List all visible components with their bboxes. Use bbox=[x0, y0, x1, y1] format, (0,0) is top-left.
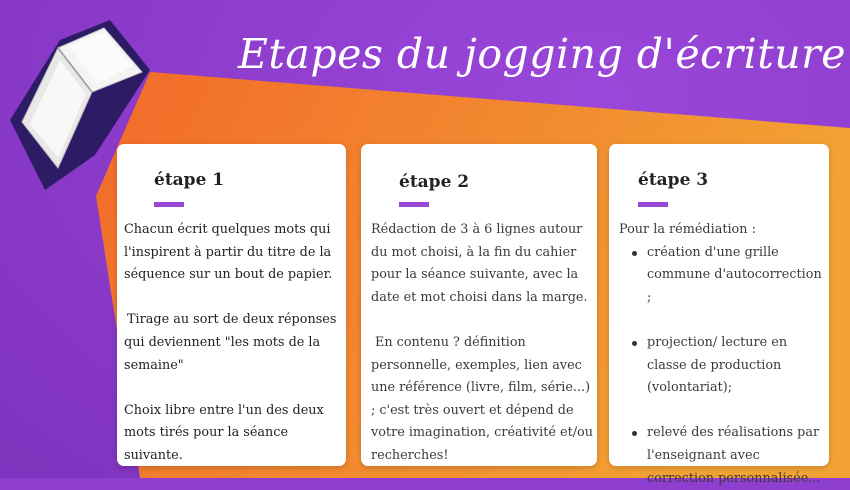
card-title: étape 2 bbox=[399, 172, 470, 192]
card-body bbox=[619, 219, 827, 490]
list-item: création d'une grille commune d'autocorrection ; bbox=[619, 242, 827, 310]
card-body bbox=[371, 219, 593, 468]
paragraph: Tirage au sort de deux réponses qui deviennent "les mots de la semaine" bbox=[124, 312, 337, 373]
title-underline bbox=[638, 202, 668, 207]
remediation-list bbox=[619, 242, 827, 490]
list-item: relevé des réalisations par l'enseignant avec correction personnalisée... bbox=[619, 422, 827, 490]
intro-text: Pour la rémédiation : bbox=[619, 222, 756, 237]
paragraph: En contenu ? définition personnelle, exemples, lien avec une référence (livre, film, série...) ; c'est très ouvert et dépend de votre imagination, créativité et/ou recherches! bbox=[371, 334, 593, 463]
title-underline bbox=[154, 202, 184, 207]
step-card-3 bbox=[609, 144, 829, 486]
list-item: projection/ lecture en classe de production (volontariat); bbox=[619, 332, 827, 400]
title-underline bbox=[399, 202, 429, 207]
card-title: étape 3 bbox=[638, 170, 709, 190]
paragraph: Choix libre entre l'un des deux mots tirés pour la séance suivante. bbox=[124, 402, 324, 463]
card-title: étape 1 bbox=[154, 170, 225, 190]
step-card-2 bbox=[361, 144, 597, 466]
step-card-1 bbox=[117, 144, 346, 466]
paragraph: Rédaction de 3 à 6 lignes autour du mot choisi, à la fin du cahier pour la séance suivante, avec la date et mot choisi dans la marge. bbox=[371, 222, 588, 305]
slide-title: Etapes du jogging d'écriture bbox=[238, 30, 846, 78]
paragraph: Chacun écrit quelques mots qui l'inspirent à partir du titre de la séquence sur un bout de papier. bbox=[124, 222, 333, 283]
card-body bbox=[124, 219, 344, 468]
